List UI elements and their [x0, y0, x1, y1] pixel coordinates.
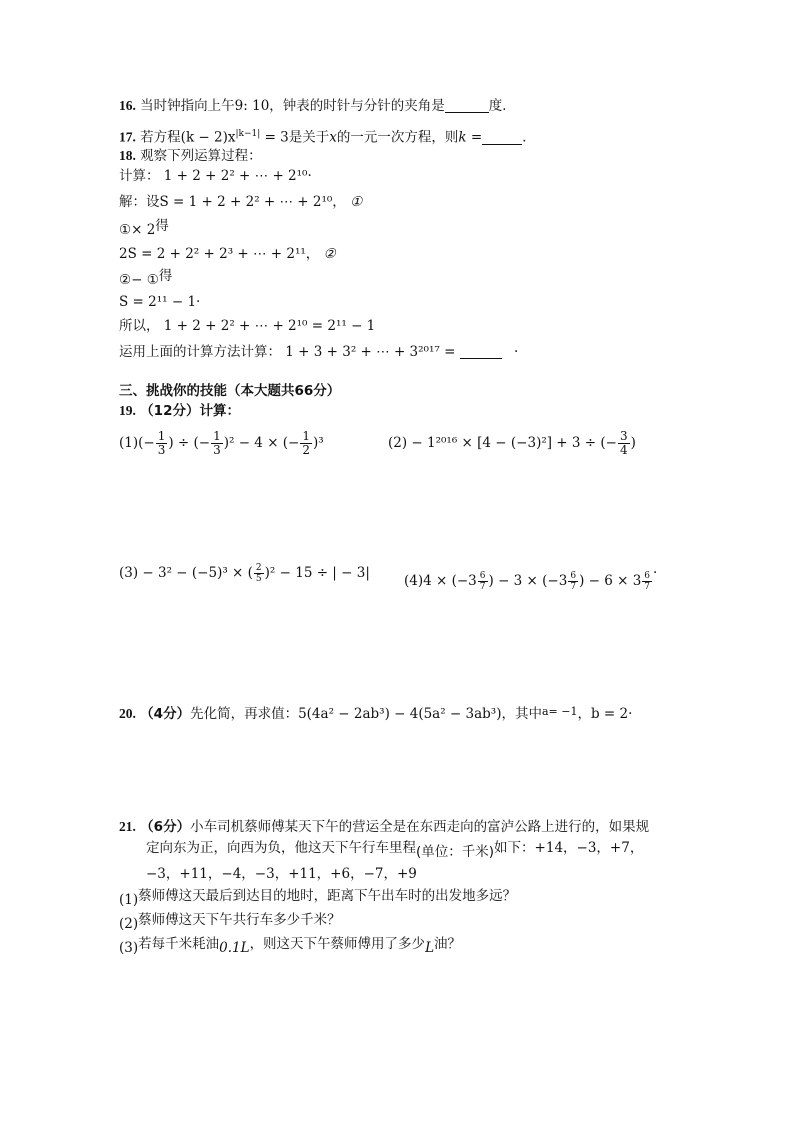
q18-step2: ②− ①得 [119, 268, 173, 288]
q18-solution-line: 解：设S = 1 + 2 + 2² + ⋯ + 2¹⁰， ① [119, 194, 363, 210]
question-number: 20. [119, 706, 136, 721]
answer-blank[interactable] [445, 98, 489, 113]
answer-blank[interactable] [482, 130, 522, 145]
q18-step1: ①× 2得 [119, 218, 169, 238]
fraction: $\frac{2}{5}$ [255, 563, 262, 584]
q18-apply-line: 运用上面的计算方法计算： 1 + 3 + 3² + ⋯ + 3²⁰¹⁷ = · [119, 344, 519, 360]
question-number: 19. [119, 403, 136, 418]
fraction: $\frac{6}{7}$ [570, 571, 577, 592]
q19-part-1: (1)(− $\frac{1}{3}$ ) ÷ (− $\frac{1}{3}$ )² − 4 × (− $\frac{1}{2}$ )³ [119, 429, 324, 457]
q18-result: S = 2¹¹ − 1· [119, 294, 201, 310]
q21-sub-2: (2)蔡师傅这天下午共行车多少千米？ [119, 912, 341, 932]
section-title: 三、挑战你的技能（本大题共66分） [119, 383, 341, 399]
q21-sub-1: (1)蔡师傅这天最后到达目的地时，距离下午出车时的出发地多远？ [119, 888, 517, 908]
circle-mark: ① [350, 194, 363, 210]
q21-sub-3: (3)若每千米耗油0.1L，则这天下午蔡师傅用了多少L油？ [119, 936, 462, 956]
q19-part-2: (2) − 1²⁰¹⁶ × [4 − (−3)²] + 3 ÷ (− $\frac{3}{4}$ ) [388, 429, 636, 457]
question-21-line2: 定向东为正，向西为负，他这天下午行车里程(单位：千米)如下：+14，−3，+7， [146, 840, 644, 860]
question-number: 21. [119, 819, 136, 834]
fraction: $\frac{3}{4}$ [619, 429, 628, 457]
question-number: 18. [119, 148, 136, 163]
fraction: $\frac{6}{7}$ [479, 571, 486, 592]
time-value: 9: 10 [234, 98, 270, 114]
question-20: 20. （4分）先化简，再求值：5(4a² − 2ab³) − 4(5a² − 3ab³)，其中$^{a= -1}$，b = 2· [119, 705, 633, 722]
fraction: $\frac{1}{2}$ [302, 429, 311, 457]
question-19-head: 19. （12分）计算： [119, 403, 240, 419]
fraction: $\frac{1}{3}$ [213, 429, 221, 457]
q19-part-3: (3) − 3² − (−5)³ × ( $\frac{2}{5}$ )² − 15 ÷ | − 3| [119, 563, 370, 584]
q18-so-line: 所以， 1 + 2 + 2² + ⋯ + 2¹⁰ = 2¹¹ − 1 [119, 318, 376, 334]
equation: (k − 2)x [180, 129, 236, 146]
q18-calc-line: 计算： 1 + 2 + 2² + ⋯ + 2¹⁰· [119, 168, 312, 184]
question-number: 17. [119, 129, 136, 145]
answer-blank[interactable] [460, 344, 502, 359]
fraction: $\frac{6}{7}$ [644, 571, 651, 592]
fraction: $\frac{1}{3}$ [157, 429, 166, 457]
question-18-intro: 18. 观察下列运算过程： [119, 148, 262, 164]
q18-eq2: 2S = 2 + 2² + 2³ + ⋯ + 2¹¹， ② [119, 246, 336, 262]
question-number: 16. [119, 98, 136, 113]
circle-mark: ② [323, 246, 336, 262]
question-21-line1: 21. （6分）小车司机蔡师傅某天下午的营运全是在东西走向的富泸公路上进行的，如果规 [119, 819, 650, 835]
question-16: 16. 当时钟指向上午9: 10，钟表的时针与分针的夹角是 度． [119, 98, 516, 114]
question-17: 17. 若方程$(k - 2)x^{|k-1|} = 3$是关于x的一元一次方程，则k = ． [119, 129, 536, 146]
q19-part-4: (4)4 × (−3 $\frac{6}{7}$ ) − 3 × (−3 $\frac{6}{7}$ ) − 6 × 3 $\frac{6}{7}$ · [404, 565, 658, 592]
question-21-data: −3，+11，−4，−3，+11，+6，−7，+9 [146, 866, 417, 882]
